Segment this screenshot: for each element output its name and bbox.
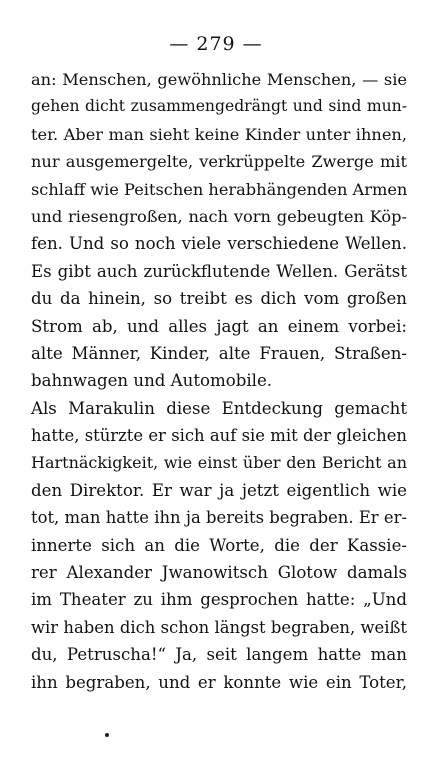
text-line: an: Menschen, gewöhnliche Menschen, — sie: [31, 70, 407, 89]
text-line: du, Petruscha!“ Ja, seit langem hatte man: [31, 645, 407, 665]
text-line: und riesengroßen, nach vorn gebeugten Köp-: [31, 206, 407, 226]
text-line: Es gibt auch zurückflutende Wellen. Gerätst: [31, 261, 407, 281]
text-line: alte Männer, Kinder, alte Frauen, Straßen-: [31, 343, 407, 363]
text-line: wir haben dich schon längst begraben, weißt: [31, 617, 407, 637]
body-text: [31, 66, 407, 696]
text-line: nur ausgemergelte, verkrüppelte Zwerge mit: [31, 152, 407, 172]
text-line: du da hinein, so treibt es dich vom großen: [31, 289, 407, 309]
text-line: ihn begraben, und er konnte wie ein Toter,: [31, 672, 407, 692]
text-line: den Direktor. Er war ja jetzt eigentlich wie: [31, 480, 407, 500]
text-line: innerte sich an die Worte, die der Kassie-: [31, 535, 407, 555]
text-line: rer Alexander Jwanowitsch Glotow damals: [31, 563, 407, 583]
text-line: hatte, stürzte er sich auf sie mit der gleichen: [31, 426, 407, 446]
text-line: bahnwagen und Automobile.: [31, 371, 273, 391]
page-number: — 279 —: [169, 33, 263, 55]
text-line: Strom ab, und alles jagt an einem vorbei:: [31, 316, 407, 336]
text-line: gehen dicht zusammengedrängt und sind mun-: [31, 97, 407, 116]
text-line: ter. Aber man sieht keine Kinder unter ihnen,: [31, 124, 407, 144]
ink-speck: [105, 733, 109, 737]
text-line: Hartnäckigkeit, wie einst über den Bericht an: [31, 453, 407, 473]
text-line: schlaff wie Peitschen herabhängenden Armen: [31, 179, 408, 199]
text-line: tot, man hatte ihn ja bereits begraben. Er er-: [31, 508, 407, 528]
text-line: fen. Und so noch viele verschiedene Wellen.: [31, 234, 407, 254]
text-line: im Theater zu ihm gesprochen hatte: „Und: [31, 590, 407, 610]
text-line: Als Marakulin diese Entdeckung gemacht: [31, 398, 407, 418]
